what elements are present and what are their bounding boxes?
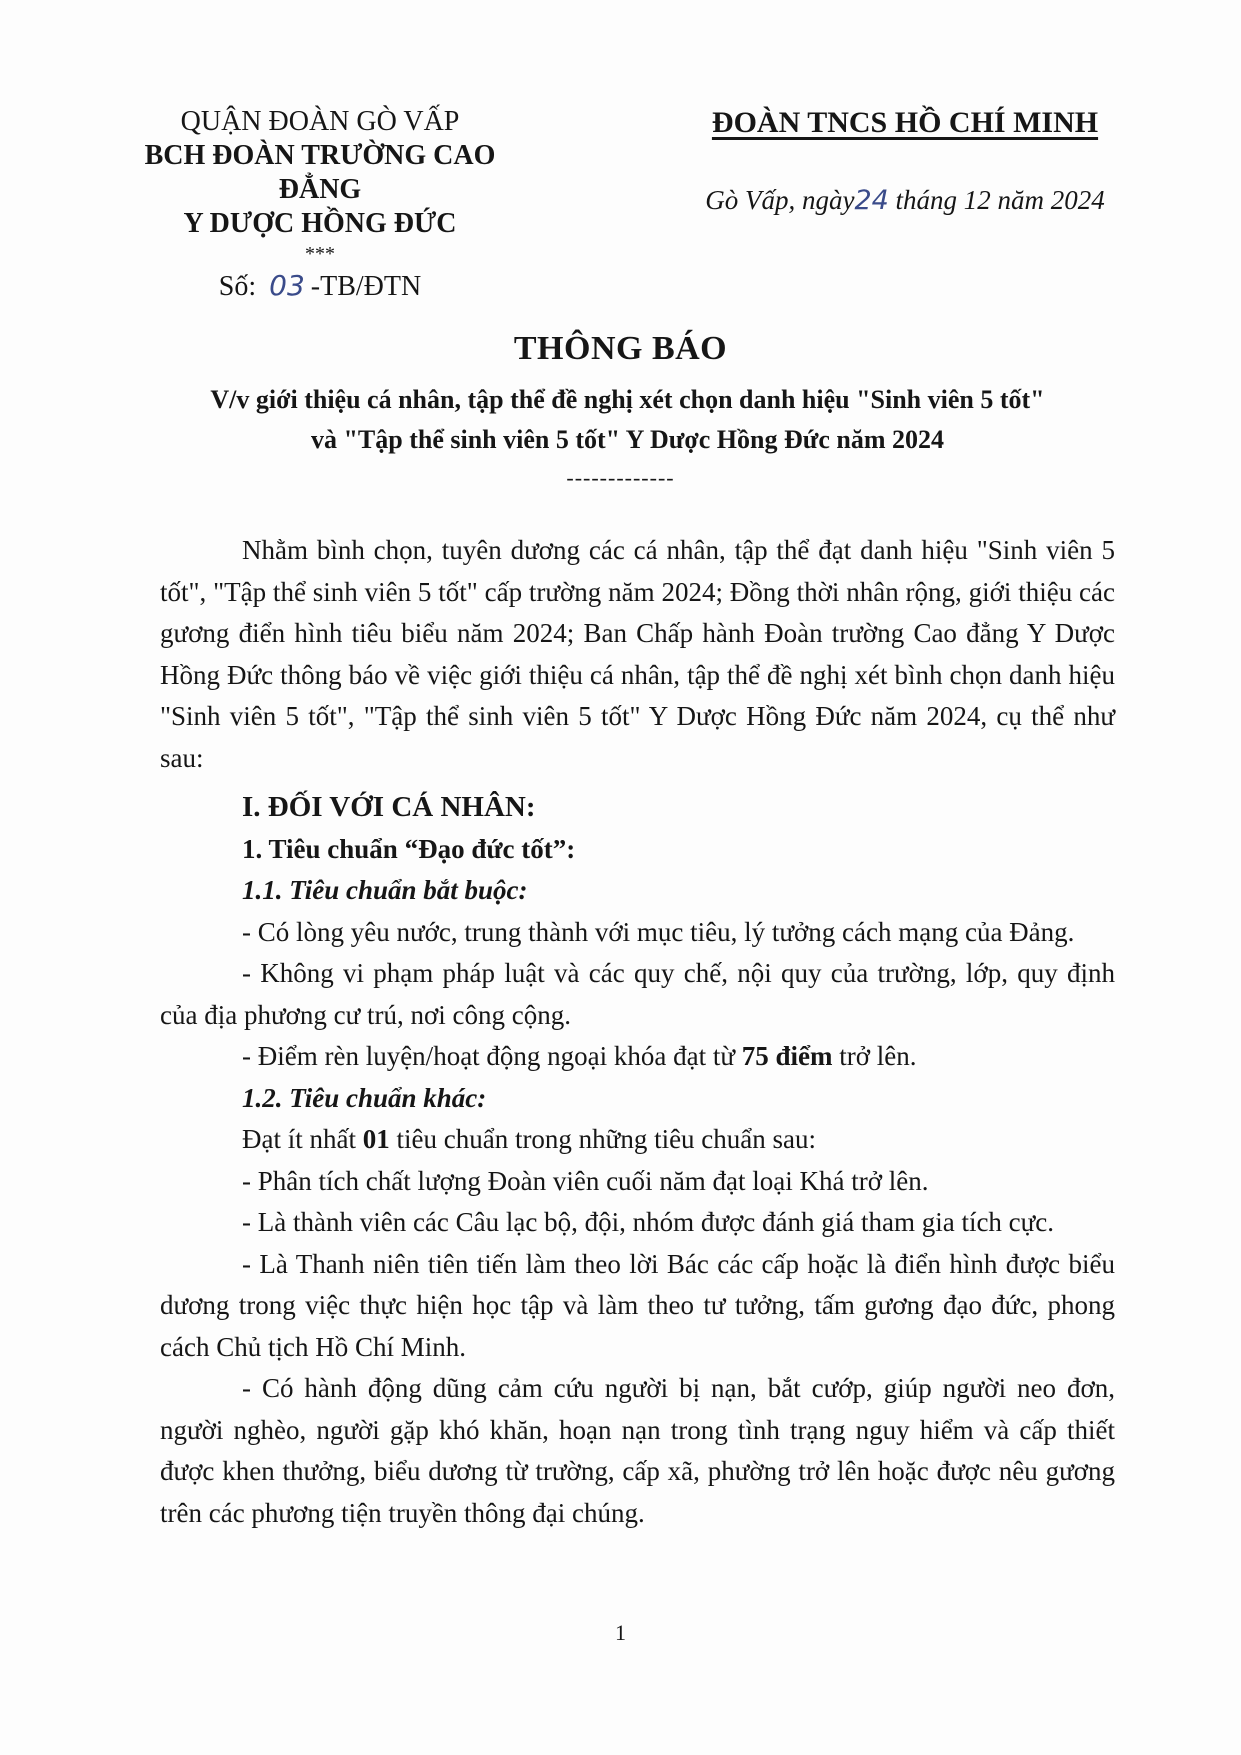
number-prefix: Số: (218, 271, 257, 302)
document-number (140, 269, 500, 304)
document-body (160, 530, 1115, 1534)
section-heading: I. ĐỐI VỚI CÁ NHÂN: (242, 791, 536, 823)
page-number: 1 (615, 1620, 626, 1645)
required-item-text: trở lên. (832, 1041, 917, 1071)
date-day: 24 (854, 185, 889, 216)
issuer-name-line1: BCH ĐOÀN TRƯỜNG CAO ĐẲNG (144, 140, 496, 205)
stars-divider: *** (305, 243, 335, 265)
subtitle-line1: V/v giới thiệu cá nhân, tập thể đề nghị xét chọn danh hiệu "Sinh viên 5 tốt" (210, 385, 1045, 414)
other-item: - Có hành động dũng cảm cứu người bị nạn, bắt cướp, giúp người neo đơn, người nghèo, người gặp khó khăn, hoạn nạn trong tình trạng nguy hiểm và cấp thiết được khen thưởng, biểu dương từ trường, cấp xã, phường trở lên hoặc được nêu gương trên các phương tiện truyền thông đại chúng. (160, 1373, 1115, 1528)
title-separator: ------------- (566, 465, 675, 490)
required-item: - Không vi phạm pháp luật và các quy chế, nội quy của trường, lớp, quy định của địa phương cư trú, nơi công cộng. (160, 958, 1115, 1030)
number-handwritten: 03 (269, 269, 305, 302)
subtitle-line2: và "Tập thể sinh viên 5 tốt" Y Dược Hồng Đức năm 2024 (310, 425, 944, 454)
subcriterion-other-heading: 1.2. Tiêu chuẩn khác: (242, 1082, 487, 1113)
required-item-bold: 75 điểm (741, 1041, 833, 1071)
required-item (160, 1036, 1115, 1078)
organization-name: ĐOÀN TNCS HỒ CHÍ MINH (711, 106, 1099, 139)
document-title: THÔNG BÁO (513, 330, 728, 367)
issuer-block (140, 105, 500, 304)
intro-paragraph: Nhằm bình chọn, tuyên dương các cá nhân, tập thể đạt danh hiệu "Sinh viên 5 tốt", "Tập thể sinh viên 5 tốt" cấp trường năm 2024; Đồng thời nhân rộng, giới thiệu các gương điển hình tiêu biểu năm 2024; Ban Chấp hành Đoàn trường Cao đẳng Y Dược Hồng Đức thông báo về việc giới thiệu cá nhân, tập thể đề nghị xét bình chọn danh hiệu "Sinh viên 5 tốt", "Tập thể sinh viên 5 tốt" Y Dược Hồng Đức năm 2024, cụ thể như sau: (160, 535, 1115, 773)
other-item: - Phân tích chất lượng Đoàn viên cuối năm đạt loại Khá trở lên. (242, 1165, 929, 1196)
date-prefix: Gò Vấp, ngày (705, 185, 855, 215)
other-item: - Là Thanh niên tiên tiến làm theo lời Bác các cấp hoặc là điển hình được biểu dương trong việc thực hiện học tập và làm theo tư tưởng, tấm gương đạo đức, phong cách Chủ tịch Hồ Chí Minh. (160, 1248, 1115, 1362)
date-line (690, 183, 1120, 218)
required-item-text: - Điểm rèn luyện/hoạt động ngoại khóa đạt từ (242, 1041, 742, 1071)
other-intro (160, 1119, 1115, 1161)
criterion-heading: 1. Tiêu chuẩn “Đạo đức tốt”: (242, 833, 576, 864)
issuer-name-line2: Y DƯỢC HỒNG ĐỨC (183, 208, 457, 239)
date-rest: tháng 12 năm 2024 (895, 185, 1105, 215)
required-item: - Có lòng yêu nước, trung thành với mục tiêu, lý tưởng cách mạng của Đảng. (242, 916, 1075, 947)
issuer-parent: QUẬN ĐOÀN GÒ VẤP (180, 106, 460, 137)
other-intro-text: tiêu chuẩn trong những tiêu chuẩn sau: (389, 1124, 817, 1154)
organization-block (690, 105, 1120, 218)
subcriterion-required-heading: 1.1. Tiêu chuẩn bắt buộc: (242, 875, 528, 905)
other-intro-text: Đạt ít nhất (242, 1124, 363, 1154)
other-intro-bold: 01 (362, 1124, 390, 1154)
other-item: - Là thành viên các Câu lạc bộ, đội, nhóm được đánh giá tham gia tích cực. (242, 1207, 1055, 1237)
document-subtitle (140, 380, 1115, 460)
number-suffix: -TB/ĐTN (310, 271, 422, 302)
